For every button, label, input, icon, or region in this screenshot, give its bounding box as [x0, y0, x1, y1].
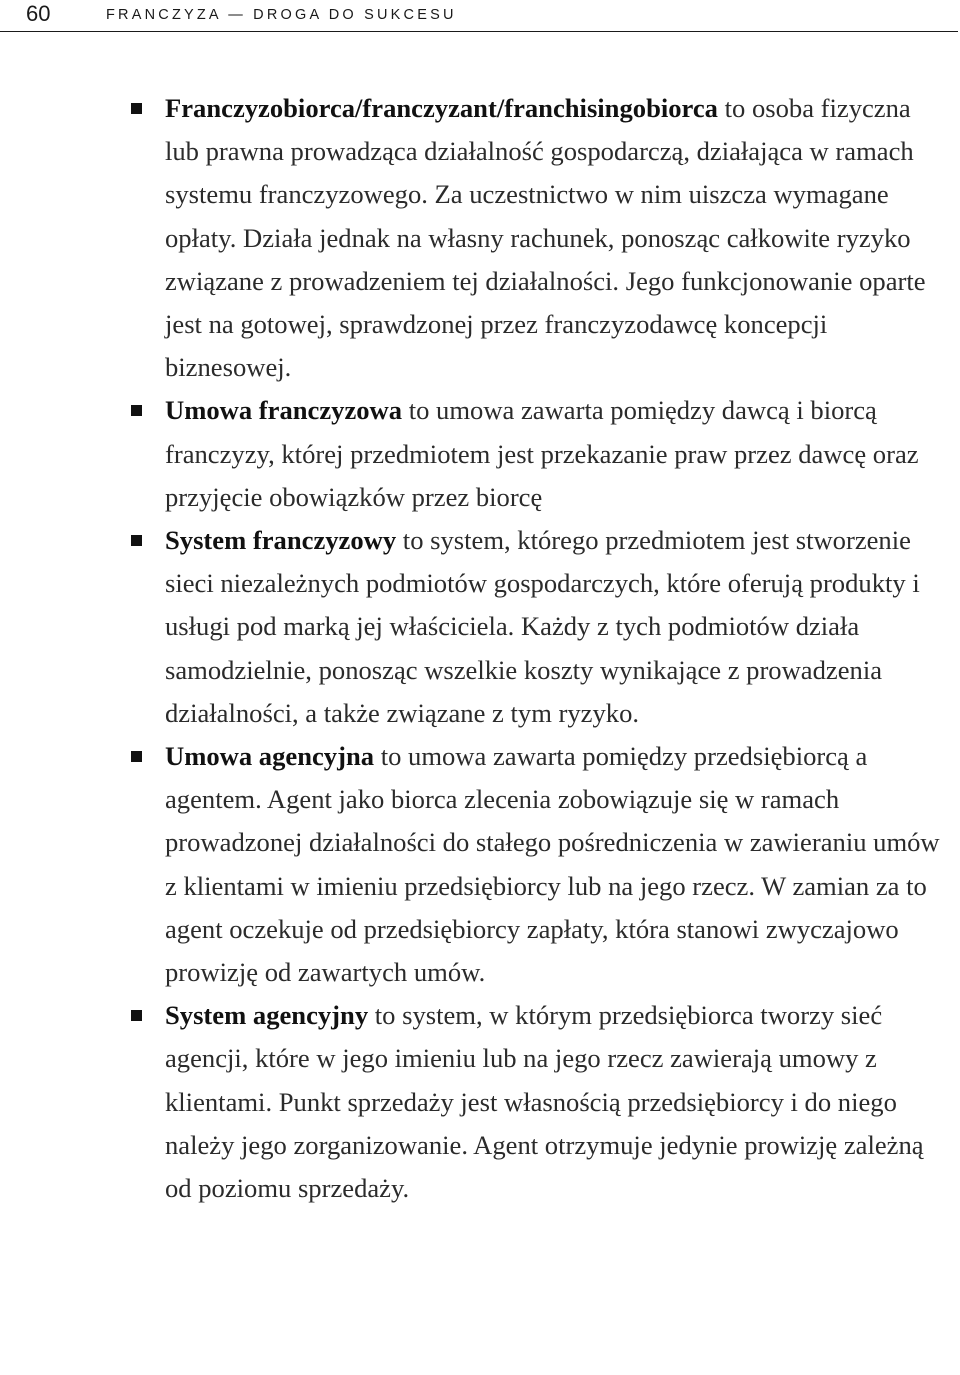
page-header	[0, 0, 960, 32]
definition-text: to system, którego przedmiotem jest stworzenie sieci niezależnych podmiotów gospodarczych, które oferują produkty i usługi pod marką jej właściciela. Każdy z tych podmiotów działa samodzielnie, ponosząc wszelkie koszty wynikające z prowadzenia działalności, a także związane z tym ryzyko.	[165, 525, 920, 728]
definition-text: to umowa zawarta pomiędzy dawcą i biorcą franczyzy, której przedmiotem jest przekazanie praw przez dawcę oraz przyjęcie obowiązków przez biorcę	[165, 395, 919, 512]
definition-text: to umowa zawarta pomiędzy przedsiębiorcą a agentem. Agent jako biorca zlecenia zobowiązuje się w ramach prowadzonej działalności do stałego pośredniczenia w zawieraniu umów z klientami w imieniu przedsiębiorcy lub na jego rzecz. W zamian za to agent oczekuje od przedsiębiorcy zapłaty, która stanowi zwyczajowo prowizję od zawartych umów.	[165, 741, 940, 988]
definition-text: to osoba fizyczna lub prawna prowadząca działalność gospodarczą, działająca w ramach systemu franczyzowego. Za uczestnictwo w nim uiszcza wymagane opłaty. Działa jednak na własny rachunek, ponosząc całkowite ryzyko związane z prowadzeniem tej działalności. Jego funkcjonowanie oparte jest na gotowej, sprawdzonej przez franczyzodawcę koncepcji biznesowej.	[165, 93, 926, 383]
definition-list	[128, 87, 948, 1210]
definition-term: System franczyzowy	[165, 525, 397, 556]
square-bullet-icon	[131, 1010, 142, 1021]
definition-item-system-franczyzowy	[128, 519, 948, 735]
square-bullet-icon	[131, 405, 142, 416]
definition-item-system-agencyjny	[128, 994, 948, 1210]
square-bullet-icon	[131, 751, 142, 762]
page-number: 60	[26, 1, 51, 26]
running-title: FRANCZYZA — DROGA DO SUKCESU	[106, 7, 457, 23]
definition-text: to system, w którym przedsiębiorca tworzy sieć agencji, które w jego imieniu lub na jego rzecz zawierają umowy z klientami. Punkt sprzedaży jest własnością przedsiębiorcy i do niego należy jego zorganizowanie. Agent otrzymuje jedynie prowizję zależną od poziomu sprzedaży.	[165, 1000, 924, 1204]
definition-item-franczyzobiorca	[128, 87, 948, 389]
definition-term: Umowa franczyzowa	[165, 395, 403, 426]
square-bullet-icon	[131, 535, 142, 546]
header-divider	[0, 31, 958, 32]
definition-term: Umowa agencyjna	[165, 741, 375, 772]
square-bullet-icon	[131, 103, 142, 114]
definition-item-umowa-franczyzowa	[128, 389, 948, 519]
definition-item-umowa-agencyjna	[128, 735, 948, 994]
definition-term: System agencyjny	[165, 1000, 369, 1031]
definition-term: Franczyzobiorca/franczyzant/franchisingobiorca	[165, 93, 718, 123]
